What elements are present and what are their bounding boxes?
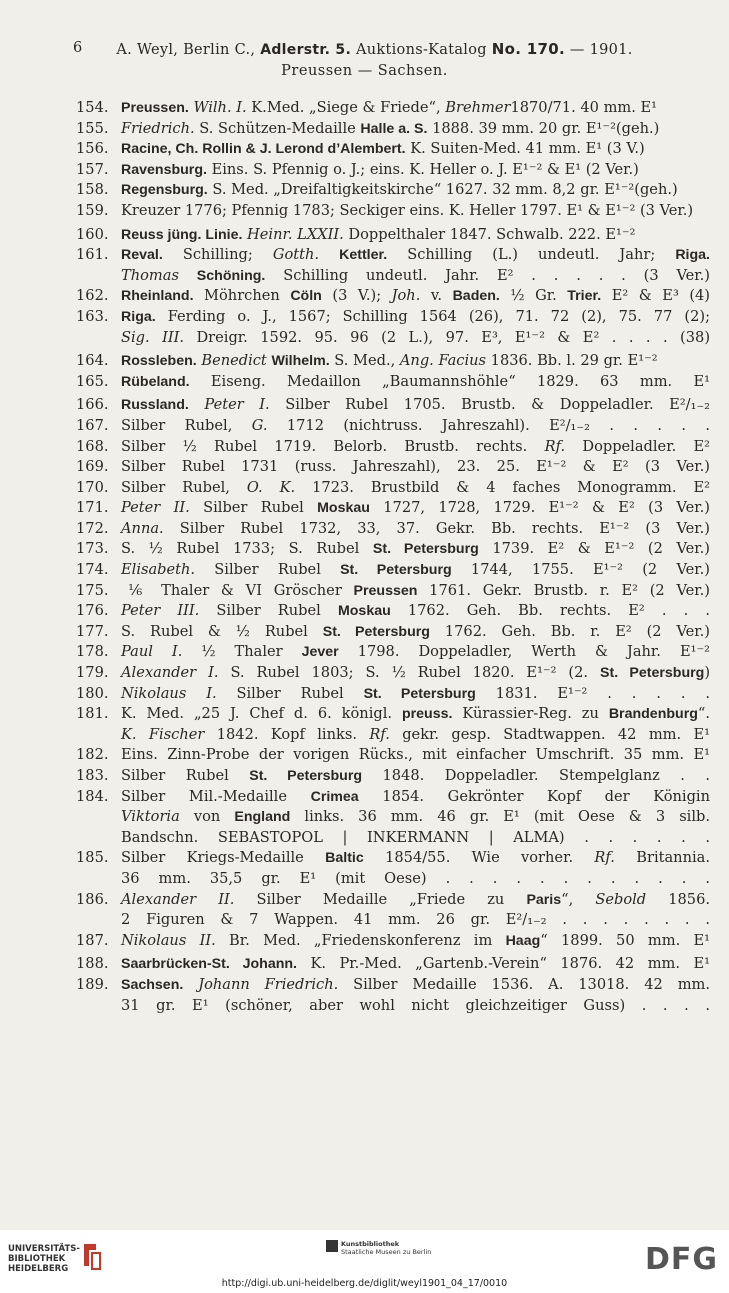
- entry-person-name: Rf.: [594, 849, 615, 867]
- entry-place-name: Crimea: [310, 788, 359, 805]
- entry-person-name: Ang. Facius: [399, 352, 487, 370]
- entry-place-name: Preussen.: [121, 100, 189, 116]
- entry-person-name: O. K.: [246, 478, 296, 496]
- entry-text: K. Med. „25 J. Chef d. 6. königl.: [121, 705, 402, 723]
- entry-place-name: Russland.: [121, 397, 189, 414]
- entry-place-name: St. Petersburg: [322, 623, 430, 640]
- entry-number: 186.: [76, 890, 109, 908]
- entry-text: K.Med. „Siege & Friede“,: [246, 99, 446, 116]
- entry-text: K. Pr.-Med. „Gartenb.-Verein“ 1876. 42 mm. E¹: [296, 955, 710, 973]
- entry-place-name: Wilhelm.: [271, 353, 330, 370]
- entry-text: 1848. Doppeladler. Stempelglanz . .: [362, 767, 710, 784]
- entry-number: 171.: [76, 499, 109, 517]
- entry-text: 1761. Gekr. Brustb. r. E² (2 Ver.): [417, 581, 710, 599]
- entry-person-name: Sebold: [595, 890, 647, 908]
- entry-text: Ferding o. J., 1567; Schilling 1564 (26), 71. 72 (2), 75. 77 (2);: [155, 307, 710, 325]
- entry-text: Silber Rubel: [189, 499, 318, 517]
- dfg-logo[interactable]: DFG: [645, 1242, 719, 1277]
- entry-place-name: Regensburg.: [121, 182, 208, 199]
- entry-number: 159.: [76, 201, 109, 219]
- entry-place-name: preuss.: [401, 706, 453, 723]
- entry-text: E² & E³ (4): [601, 287, 710, 305]
- entry-text: Silber Rubel: [199, 602, 338, 620]
- entry-person-name: Johann Friedrich.: [198, 975, 339, 993]
- entry-number: 183.: [76, 767, 109, 784]
- entry-person-name: Brehmer: [445, 99, 511, 116]
- entry-place-name: Ravensburg.: [121, 161, 207, 178]
- entry-place-name: St. Petersburg: [363, 685, 476, 702]
- entry-person-name: Paul I.: [121, 643, 183, 661]
- entry-text: Silber Rubel 1732, 33, 37. Gekr. Bb. rechts. E¹⁻² (3 Ver.): [163, 519, 710, 537]
- entry-number: 162.: [76, 287, 109, 305]
- entry-continuation: [76, 828, 710, 849]
- catalog-entry: [76, 622, 710, 643]
- entry-person-name: K. Fischer: [121, 725, 205, 743]
- page-header: [0, 40, 729, 58]
- entry-text: 1854/55. Wie vorher.: [363, 849, 595, 867]
- catalog-entry: [76, 395, 710, 416]
- entry-person-name: Heinr. LXXII.: [247, 225, 344, 243]
- catalog-entry: [76, 975, 710, 996]
- entry-continuation: [76, 869, 710, 890]
- entry-number: 164.: [76, 352, 109, 370]
- entry-text: “.: [697, 705, 710, 723]
- entry-continuation: [76, 328, 710, 349]
- entry-place-name: England: [234, 809, 291, 826]
- entry-person-name: Nikolaus I.: [121, 684, 217, 702]
- catalog-entry: [76, 139, 710, 160]
- entry-number: 174.: [76, 561, 109, 579]
- entry-text: [189, 396, 205, 413]
- catalog-entry: [76, 890, 710, 911]
- catalog-entry: [76, 560, 710, 581]
- catalog-entry: [76, 704, 710, 725]
- entry-text: ): [704, 664, 710, 682]
- entry-text: Br. Med. „Friedenskonferenz im: [215, 931, 506, 949]
- entry-number: 178.: [76, 643, 109, 661]
- catalog-entry: [76, 119, 710, 140]
- entry-place-name: Rossleben.: [121, 353, 197, 370]
- entry-continuation: [76, 266, 710, 287]
- ub-heidelberg-logo[interactable]: [8, 1244, 80, 1274]
- entry-person-name: Alexander I.: [121, 664, 219, 682]
- entry-continuation: [76, 807, 710, 828]
- entry-text: S. Med. „Dreifaltigkeitskirche“ 1627. 32 mm. 8,2 gr. E¹⁻²(geh.): [207, 181, 678, 199]
- entry-place-name: Moskau: [337, 603, 391, 620]
- catalog-entry: [76, 245, 710, 266]
- entry-number: 166.: [76, 396, 109, 414]
- entry-place-name: Preussen: [353, 582, 418, 599]
- entry-text: 1856.: [646, 890, 710, 908]
- entry-number: 182.: [76, 746, 109, 764]
- catalog-entry: [76, 642, 710, 663]
- catalog-entry: [76, 663, 710, 684]
- catalog-entry: [76, 437, 710, 458]
- entry-text: 1739. E² & E¹⁻² (2 Ver.): [478, 540, 710, 558]
- entry-number: 158.: [76, 181, 109, 199]
- entry-place-name: Reval.: [121, 247, 163, 264]
- entry-text: Eiseng. Medaillon „Baumannshöhle“ 1829. 63 mm. E¹: [189, 372, 710, 390]
- entry-place-name: Rheinland.: [121, 288, 194, 305]
- entry-text: S. Rubel 1803; S. ½ Rubel 1820. E¹⁻² (2.: [218, 664, 601, 682]
- catalog-entry: [76, 787, 710, 808]
- catalog-entry: [76, 954, 710, 975]
- street: Adlerstr. 5.: [260, 42, 352, 58]
- entry-person-name: Anna.: [121, 519, 164, 537]
- entry-text: 1798. Doppeladler, Werth & Jahr. E¹⁻²: [338, 643, 710, 661]
- entry-text: 1762. Geh. Bb. rechts. E² . . .: [390, 602, 710, 620]
- entry-continuation: [76, 996, 710, 1017]
- entry-text: Kürassier-Reg. zu: [452, 705, 609, 723]
- entry-text: Schilling undeutl. Jahr. E² . . . . . (3 Ver.): [265, 266, 710, 284]
- entry-place-name: Baltic: [325, 850, 364, 867]
- entry-text: 1762. Geh. Bb. r. E² (2 Ver.): [429, 622, 710, 640]
- source-url[interactable]: http://digi.ub.uni-heidelberg.de/diglit/weyl1901_04_17/0010: [221, 1278, 508, 1289]
- entry-person-name: Sig. III.: [121, 328, 185, 346]
- entry-text: ⅙ Thaler & VI Gröscher: [121, 581, 354, 599]
- catalog-entry: [76, 286, 710, 307]
- entry-continuation: [76, 725, 710, 746]
- entry-text: ½ Gr.: [499, 287, 568, 305]
- entry-text: 1842. Kopf links.: [204, 725, 370, 743]
- entry-number: 157.: [76, 160, 109, 178]
- entry-place-name: Riga.: [675, 247, 710, 264]
- catalog-entry: [76, 160, 710, 181]
- entry-text: Doppeladler. E²: [565, 437, 710, 455]
- entry-text: Silber ½ Rubel 1719. Belorb. Brustb. rechts.: [121, 437, 545, 455]
- catalog-entry: [76, 581, 710, 602]
- ub-emblem-icon: [80, 1240, 102, 1270]
- entry-person-name: Elisabeth.: [121, 561, 196, 579]
- catalog-entry: [76, 201, 710, 222]
- entry-text: Silber Rubel: [121, 767, 250, 784]
- ub-line-2: BIBLIOTHEK: [8, 1254, 66, 1264]
- entry-place-name: Kettler.: [339, 247, 388, 264]
- entry-text: [183, 976, 198, 993]
- entry-place-name: Baden.: [452, 288, 500, 305]
- entry-text: 1870/71. 40 mm. E¹: [510, 99, 658, 116]
- entry-place-name: Brandenburg: [608, 706, 698, 723]
- entry-text: “,: [561, 890, 596, 908]
- catalog-entry: [76, 519, 710, 540]
- entry-text: [179, 267, 197, 284]
- entry-person-name: Benedict: [201, 352, 267, 370]
- entry-number: 167.: [76, 416, 109, 434]
- entry-text: Eins. Zinn-Probe der vorigen Rücks., mit einfacher Umschrift. 35 mm. E¹: [121, 746, 710, 764]
- entry-number: 177.: [76, 622, 109, 640]
- entry-text: von: [179, 808, 235, 826]
- catalog-entry: [76, 372, 710, 393]
- catalog-entry: [76, 498, 710, 519]
- entry-text: S. Med.,: [329, 352, 400, 370]
- entry-number: 180.: [76, 684, 109, 702]
- kb-line-1: Kunstbibliothek: [341, 1240, 400, 1248]
- catalog-entry: [76, 457, 710, 478]
- entry-text: 1831. E¹⁻² . . . . .: [475, 684, 710, 702]
- entry-number: 165.: [76, 372, 109, 390]
- entry-number: 179.: [76, 664, 109, 682]
- entry-number: 170.: [76, 478, 109, 496]
- entry-person-name: Joh.: [391, 287, 421, 305]
- header-line: [116, 40, 632, 58]
- entry-text: Silber Medaille „Friede zu: [234, 890, 527, 908]
- page-number: 6: [73, 40, 83, 56]
- entry-text: Silber Rubel,: [121, 478, 247, 496]
- entry-text: 31 gr. E¹ (schöner, aber wohl nicht gleichzeitiger Guss) . . . .: [121, 996, 710, 1014]
- entry-number: 184.: [76, 787, 109, 805]
- entry-person-name: Wilh. I.: [193, 99, 247, 116]
- entry-text: ½ Thaler: [182, 643, 302, 661]
- catalog-entry: [76, 478, 710, 499]
- entry-place-name: St. Petersburg: [340, 562, 452, 579]
- entry-number: 172.: [76, 519, 109, 537]
- catalog-year: — 1901.: [569, 42, 633, 58]
- section-title: Preussen — Sachsen.: [281, 63, 448, 79]
- entry-person-name: Nikolaus II.: [121, 931, 216, 949]
- catalog-entry: [76, 766, 710, 787]
- entry-number: 163.: [76, 307, 109, 325]
- entry-continuation: [76, 910, 710, 931]
- entry-text: 1888. 39 mm. 20 gr. E¹⁻²(geh.): [427, 119, 660, 137]
- entry-text: Schilling;: [162, 246, 273, 264]
- entry-number: 189.: [76, 975, 109, 993]
- entry-number: 161.: [76, 246, 109, 264]
- entry-place-name: Cöln: [290, 288, 322, 305]
- entry-text: Silber Medaille 1536. A. 13018. 42 mm.: [338, 975, 710, 993]
- entry-place-name: Halle a. S.: [360, 120, 428, 137]
- entry-text: K. Suiten-Med. 41 mm. E¹ (3 V.): [405, 140, 645, 158]
- entry-text: Silber Rubel,: [121, 416, 252, 434]
- entry-text: 2 Figuren & 7 Wappen. 41 mm. 26 gr. E²/₁₋₂ . . . . . . . .: [121, 911, 710, 929]
- entry-person-name: G.: [251, 416, 268, 434]
- entry-text: Silber Rubel 1731 (russ. Jahreszahl), 23. 25. E¹⁻² & E² (3 Ver.): [121, 458, 710, 476]
- entry-number: 185.: [76, 849, 109, 867]
- entry-person-name: Peter III.: [121, 602, 200, 620]
- entry-person-name: Rf.: [369, 725, 390, 743]
- catalog-entry: [76, 601, 710, 622]
- entry-text: Britannia.: [614, 849, 710, 867]
- entry-text: gekr. gesp. Stadtwappen. 42 mm. E¹: [389, 725, 710, 743]
- entry-text: links. 36 mm. 46 gr. E¹ (mit Oese & 3 silb.: [290, 808, 710, 826]
- entry-text: Schilling (L.) undeutl. Jahr;: [387, 246, 676, 264]
- entry-number: 156.: [76, 140, 109, 158]
- entry-text: 36 mm. 35,5 gr. E¹ (mit Oese) . . . . . . . . . . . .: [121, 869, 710, 887]
- entry-place-name: Jever: [301, 644, 339, 661]
- entry-text: Dreigr. 1592. 95. 96 (2 L.), 97. E³, E¹⁻² & E² . . . . (38): [184, 328, 710, 346]
- entry-text: 1712 (nichtruss. Jahreszahl). E²/₁₋₂ . . . . .: [267, 416, 710, 434]
- entry-number: 181.: [76, 705, 109, 723]
- entry-place-name: Paris: [526, 891, 562, 908]
- catalog-entry: [76, 684, 710, 705]
- entry-person-name: Viktoria: [121, 808, 180, 826]
- entry-place-name: Reuss jüng. Linie.: [121, 226, 243, 243]
- entry-list: [76, 98, 710, 1016]
- catalog-entry: [76, 351, 710, 372]
- entry-place-name: Trier.: [567, 288, 602, 305]
- entry-text: Kreuzer 1776; Pfennig 1783; Seckiger eins. K. Heller 1797. E¹ & E¹⁻² (3 Ver.): [121, 201, 694, 219]
- footer: [0, 1230, 729, 1293]
- entry-place-name: Saarbrücken-St. Johann.: [121, 956, 297, 973]
- entry-text: Silber Kriegs-Medaille: [121, 849, 326, 867]
- entry-text: 1836. Bb. l. 29 gr. E¹⁻²: [486, 352, 658, 370]
- entry-place-name: Schöning.: [196, 267, 266, 284]
- entry-text: “ 1899. 50 mm. E¹: [540, 931, 710, 949]
- entry-text: S. Rubel & ½ Rubel: [121, 622, 323, 640]
- entry-text: Möhrchen: [193, 287, 291, 305]
- entry-text: Silber Rubel: [195, 561, 341, 579]
- entry-person-name: Peter I.: [204, 396, 270, 414]
- catalog-entry: [76, 745, 710, 766]
- entry-place-name: Moskau: [317, 500, 370, 517]
- catalog-entry: [76, 180, 710, 201]
- catalog-entry: [76, 98, 710, 119]
- entry-text: S. ½ Rubel 1733; S. Rubel: [121, 540, 373, 558]
- entry-text: 1723. Brustbild & 4 faches Monogramm. E²: [295, 478, 710, 496]
- entry-person-name: Gotth.: [272, 246, 320, 264]
- entry-number: 188.: [76, 955, 109, 973]
- entry-text: Silber Rubel 1705. Brustb. & Doppeladler. E²/₁₋₂: [269, 396, 710, 414]
- catalog-entry: [76, 931, 710, 952]
- catalog-entry: [76, 539, 710, 560]
- entry-text: Doppelthaler 1847. Schwalb. 222. E¹⁻²: [343, 225, 636, 243]
- ub-line-3: HEIDELBERG: [8, 1264, 69, 1274]
- entry-text: 1854. Gekrönter Kopf der Königin: [358, 787, 710, 805]
- entry-text: v.: [420, 287, 453, 305]
- entry-text: [319, 246, 339, 263]
- catalog-entry: [76, 416, 710, 437]
- entry-place-name: Haag: [505, 932, 541, 949]
- entry-number: 160.: [76, 225, 109, 243]
- entry-place-name: St. Petersburg: [600, 665, 705, 682]
- entry-text: Silber Mil.-Medaille: [121, 787, 311, 805]
- entry-number: 175.: [76, 581, 109, 599]
- kb-line-2: Staatliche Museen zu Berlin: [341, 1248, 432, 1256]
- catalog-label: Auktions-Katalog: [355, 42, 487, 58]
- kunstbibliothek-logo[interactable]: [341, 1240, 431, 1256]
- entry-number: 176.: [76, 602, 109, 620]
- entry-place-name: Racine, Ch. Rollin & J. Lerond d’Alembert.: [121, 141, 406, 158]
- entry-number: 173.: [76, 540, 109, 558]
- entry-place-name: St. Petersburg: [372, 541, 479, 558]
- entry-place-name: Riga.: [121, 308, 156, 325]
- entry-text: Eins. S. Pfennig o. J.; eins. K. Heller o. J. E¹⁻² & E¹ (2 Ver.): [206, 160, 639, 178]
- publisher: A. Weyl, Berlin C.,: [116, 42, 256, 58]
- entry-person-name: Friedrich.: [121, 119, 195, 137]
- entry-number: 154.: [76, 99, 109, 116]
- entry-number: 155.: [76, 119, 109, 137]
- entry-text: 1727, 1728, 1729. E¹⁻² & E² (3 Ver.): [369, 499, 710, 517]
- entry-place-name: St. Petersburg: [249, 768, 363, 784]
- ub-line-1: UNIVERSITÄTS-: [8, 1244, 80, 1254]
- entry-person-name: Thomas: [121, 266, 179, 284]
- entry-text: Bandschn. SEBASTOPOL | INKERMANN | ALMA) . . . . . .: [121, 828, 710, 846]
- catalog-entry: [76, 225, 710, 246]
- entry-text: 1744, 1755. E¹⁻² (2 Ver.): [451, 561, 710, 579]
- entry-person-name: Peter II.: [121, 499, 190, 517]
- entry-place-name: Rübeland.: [121, 373, 190, 390]
- entry-text: S. Schützen-Medaille: [194, 119, 361, 137]
- entry-number: 169.: [76, 458, 109, 476]
- entry-number: 187.: [76, 931, 109, 949]
- entry-place-name: Sachsen.: [121, 976, 184, 993]
- entry-number: 168.: [76, 437, 109, 455]
- entry-text: (3 V.);: [321, 287, 392, 305]
- catalog-entry: [76, 307, 710, 328]
- catalog-entry: [76, 848, 710, 869]
- entry-person-name: Rf.: [544, 437, 566, 455]
- kunstbibliothek-icon: [326, 1240, 338, 1252]
- entry-person-name: Alexander II.: [121, 890, 235, 908]
- catalog-number: No. 170.: [491, 40, 565, 58]
- entry-text: Silber Rubel: [216, 684, 364, 702]
